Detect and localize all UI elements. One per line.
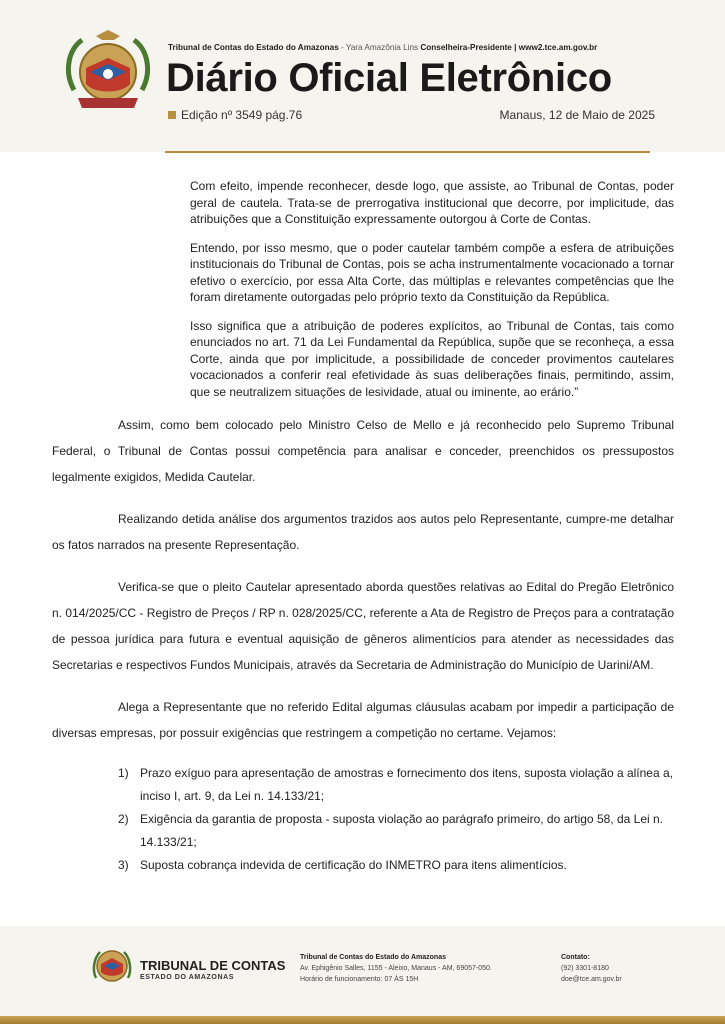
list-item bbox=[118, 762, 674, 808]
coat-of-arms-icon bbox=[90, 944, 134, 988]
footer-org-subtitle: ESTADO DO AMAZONAS bbox=[140, 974, 235, 981]
org-name: Tribunal de Contas do Estado do Amazonas bbox=[168, 43, 339, 52]
page-title: Diário Oficial Eletrônico bbox=[166, 56, 612, 100]
quote-paragraph: Entendo, por isso mesmo, que o poder cautelar também compõe a esfera de atribuições institucionais do Tribunal de Contas, pois se acha instrumentalmente vocacionado a tornar efetivo o exercício, por essa Alta Corte, das múltiplas e relevantes competências que lhe foram diretamente outorgadas pelo próprio texto da Constituição da República. bbox=[190, 240, 674, 304]
footer-hours: Horário de funcionamento: 07 ÀS 15H bbox=[300, 976, 419, 983]
footer-phone: (92) 3301-8180 bbox=[561, 965, 609, 972]
body-paragraph: Assim, como bem colocado pelo Ministro Celso de Mello e já reconhecido pelo Supremo Tribunal Federal, o Tribunal de Contas possui competência para analisar e conceder, preenchidos os pressupostos legalmente exigidos, Medida Cautelar. bbox=[52, 418, 674, 484]
quote-paragraph: Isso significa que a atribuição de poderes explícitos, ao Tribunal de Contas, tais como enunciados no art. 71 da Lei Fundamental da República, supõe que se reconheça, a essa Corte, ainda que por implicitude, a possibilidade de conceder provimentos cautelares vocacionados a conferir real efetividade às suas deliberações finais, permitindo, assim, que se neutralizem situações de lesividade, atual ou iminente, ao erário.” bbox=[190, 318, 674, 399]
footer-org-name: TRIBUNAL DE CONTAS bbox=[140, 958, 286, 973]
publication-date: Manaus, 12 de Maio de 2025 bbox=[499, 108, 655, 122]
list-text: Suposta cobrança indevida de certificação do INMETRO para itens alimentícios. bbox=[140, 858, 567, 872]
list-text: Prazo exíguo para apresentação de amostras e fornecimento dos itens, suposta violação a alínea a, inciso I, art. 9, da Lei n. 14.133/21; bbox=[140, 766, 673, 803]
list-item bbox=[118, 808, 674, 854]
body-paragraph: Realizando detida análise dos argumentos trazidos aos autos pelo Representante, cumpre-me detalhar os fatos narrados na presente Representação. bbox=[52, 512, 674, 552]
page-header bbox=[0, 0, 725, 152]
footer-email-link[interactable]: doe@tce.am.gov.br bbox=[561, 976, 622, 983]
footer-info-title: Tribunal de Contas do Estado do Amazonas bbox=[300, 954, 446, 961]
footer-contact-title: Contato: bbox=[561, 954, 590, 961]
president-name: Yara Amazônia Lins bbox=[345, 43, 419, 52]
footer-contact-block bbox=[561, 952, 622, 985]
body-paragraph: Verifica-se que o pleito Cautelar apresentado aborda questões relativas ao Edital do Pregão Eletrônico n. 014/2025/CC - Registro de Preços / RP n. 028/2025/CC, referente a Ata de Registro de Preços para a contratação de pessoa jurídica para futura e eventual aquisição de gêneros alimentícios para atender as necessidades das Secretarias e respectivos Fundos Municipais, através da Secretaria de Administração do Município de Uarini/AM. bbox=[52, 580, 674, 672]
page-footer bbox=[0, 926, 725, 1024]
document-content bbox=[52, 178, 674, 877]
footer-address-block bbox=[300, 952, 492, 985]
list-number: 3) bbox=[118, 858, 129, 872]
edition-label: Edição nº 3549 pág.76 bbox=[181, 108, 303, 122]
header-divider bbox=[165, 151, 650, 153]
list-text: Exigência da garantia de proposta - suposta violação ao parágrafo primeiro, do artigo 58, da Lei n. 14.133/21; bbox=[140, 812, 663, 849]
square-bullet-icon bbox=[168, 111, 176, 119]
list-item bbox=[118, 854, 674, 877]
edition-info bbox=[168, 108, 302, 122]
quote-paragraph: Com efeito, impende reconhecer, desde logo, que assiste, ao Tribunal de Contas, poder geral de cautela. Trata-se de prerrogativa institucional que decorre, por implicitude, das atribuições que a Constituição expressamente outorgou à Corte de Contas. bbox=[190, 179, 674, 226]
claims-list bbox=[118, 762, 674, 877]
header-topline: Tribunal de Contas do Estado do Amazonas - Yara Amazônia Lins Conselheira-Presidente | www2.tce.am.gov.br bbox=[168, 43, 598, 52]
block-quote bbox=[52, 178, 674, 400]
body-text bbox=[52, 412, 674, 746]
list-number: 2) bbox=[118, 812, 129, 826]
list-number: 1) bbox=[118, 766, 129, 780]
footer-address: Av. Ephigênio Salles, 1155 - Aleixo, Manaus - AM, 69057-050. bbox=[300, 965, 492, 972]
website-link[interactable]: www2.tce.am.gov.br bbox=[518, 43, 598, 52]
president-role: Conselheira-Presidente bbox=[420, 43, 512, 52]
body-paragraph: Alega a Representante que no referido Edital algumas cláusulas acabam por impedir a participação de diversas empresas, por possuir exigências que restringem a competição no certame. Vejamos: bbox=[52, 700, 674, 740]
footer-accent-bar bbox=[0, 1016, 725, 1024]
coat-of-arms-icon bbox=[60, 28, 156, 120]
